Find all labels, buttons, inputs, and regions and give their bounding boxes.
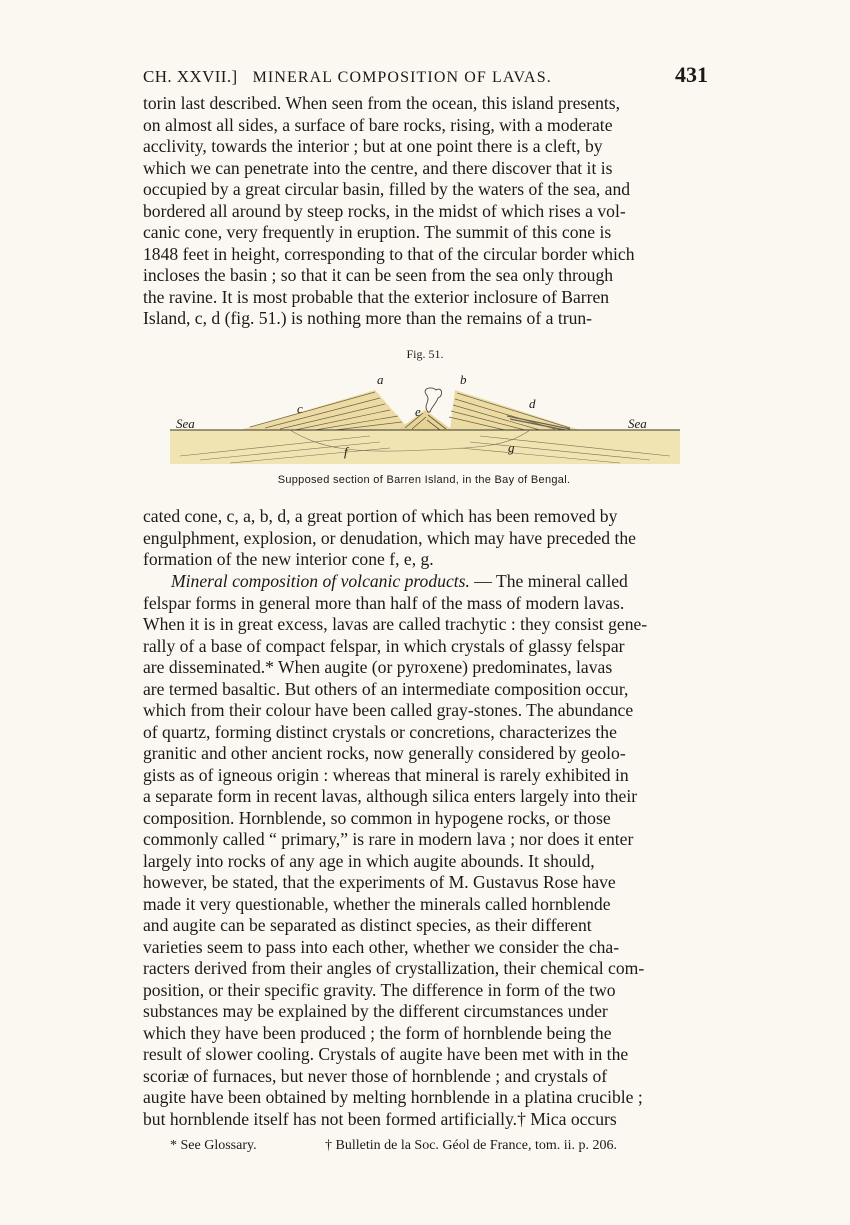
text-line xyxy=(143,571,705,593)
letter-f: f xyxy=(344,444,348,459)
text-line: which from their colour have been called gray-stones. The abundance xyxy=(143,700,634,720)
text-line: 1848 feet in height, corresponding to that of the circular border which xyxy=(143,243,635,264)
letter-g: g xyxy=(508,440,515,455)
text-line: When it is in great excess, lavas are called trachytic : they consist gene- xyxy=(143,614,648,634)
figure-barren-island-section xyxy=(170,368,680,470)
base-layer xyxy=(170,430,680,464)
text-line: which they have been produced ; the form of hornblende being the xyxy=(143,1022,612,1043)
text-line: substances may be explained by the different circumstances under xyxy=(143,1001,608,1021)
text-line: a separate form in recent lavas, although silica enters largely into their xyxy=(143,786,638,806)
text-line: felspar forms in general more than half of the mass of modern lavas. xyxy=(143,592,625,613)
text-line: position, or their specific gravity. The difference in form of the two xyxy=(143,979,616,1000)
text-line: Island, c, d (fig. 51.) is nothing more than the remains of a trun- xyxy=(143,308,593,328)
text-line: torin last described. When seen from the ocean, this island presents, xyxy=(143,93,621,113)
sea-label-right: Sea xyxy=(628,416,647,431)
running-title: MINERAL COMPOSITION OF LAVAS. xyxy=(252,69,552,86)
paragraph-3 xyxy=(143,571,705,1130)
text-line: the ravine. It is most probable that the exterior inclosure of Barren xyxy=(143,286,610,307)
text-line: composition. Hornblende, so common in hypogene rocks, or those xyxy=(143,807,611,828)
text-line: varieties seem to pass into each other, whether we consider the cha- xyxy=(143,936,620,957)
text-line: made it very questionable, whether the minerals called hornblende xyxy=(143,893,611,914)
text-line: however, be stated, that the experiments of M. Gustavus Rose have xyxy=(143,872,616,892)
footnote-bulletin: † Bulletin de la Soc. Géol de France, tom. ii. p. 206. xyxy=(325,1138,618,1153)
letter-c: c xyxy=(297,401,303,416)
text-line: bordered all around by steep rocks, in the midst of which rises a vol- xyxy=(143,200,626,221)
paragraph-2 xyxy=(143,506,705,571)
text-line: largely into rocks of any age in which augite abounds. It should, xyxy=(143,850,595,871)
text-line: are disseminated.* When augite (or pyroxene) predominates, lavas xyxy=(143,657,613,677)
text-line: on almost all sides, a surface of bare rocks, rising, with a moderate xyxy=(143,114,613,135)
text-line: commonly called “ primary,” is rare in modern lava ; nor does it enter xyxy=(143,829,634,849)
heading-continuation: — The mineral called xyxy=(469,571,628,591)
letter-d: d xyxy=(529,396,536,411)
footnote-glossary: * See Glossary. xyxy=(170,1138,257,1153)
text-line: engulphment, explosion, or denudation, which may have preceded the xyxy=(143,527,636,548)
cross-section-diagram xyxy=(170,368,680,470)
figure-caption: Supposed section of Barren Island, in the Bay of Bengal. xyxy=(277,474,571,486)
text-line: rally of a base of compact felspar, in which crystals of glassy felspar xyxy=(143,635,625,656)
sea-label-left: Sea xyxy=(176,416,195,431)
chapter-reference: CH. XXVII.] xyxy=(143,67,238,86)
text-line: cated cone, c, a, b, d, a great portion of which has been removed by xyxy=(143,506,618,526)
page-number: 431 xyxy=(675,62,708,87)
letter-a: a xyxy=(377,372,384,387)
running-header xyxy=(143,62,708,88)
text-line: augite have been obtained by melting hornblende in a platina crucible ; xyxy=(143,1087,643,1107)
text-line: of quartz, forming distinct crystals or concretions, characterizes the xyxy=(143,721,617,742)
text-line: result of slower cooling. Crystals of augite have been met with in the xyxy=(143,1044,629,1064)
text-line: racters derived from their angles of crystallization, their chemical com- xyxy=(143,958,645,978)
text-line: occupied by a great circular basin, filled by the waters of the sea, and xyxy=(143,179,631,199)
footnotes xyxy=(170,1138,710,1154)
letter-b: b xyxy=(460,372,467,387)
figure-label: Fig. 51. xyxy=(406,347,444,361)
text-line: canic cone, very frequently in eruption. The summit of this cone is xyxy=(143,222,612,242)
text-line: incloses the basin ; so that it can be seen from the sea only through xyxy=(143,265,614,285)
letter-e: e xyxy=(415,404,421,419)
text-line: scoriæ of furnaces, but never those of hornblende ; and crystals of xyxy=(143,1065,608,1086)
paragraph-1 xyxy=(143,93,705,330)
text-line: and augite can be separated as distinct species, as their different xyxy=(143,915,592,935)
text-line: but hornblende itself has not been formed artificially.† Mica occurs xyxy=(143,1108,617,1129)
text-line: gists as of igneous origin : whereas that mineral is rarely exhibited in xyxy=(143,764,629,785)
text-line: formation of the new interior cone f, e, g. xyxy=(143,549,434,569)
section-heading: Mineral composition of volcanic products. xyxy=(171,571,470,591)
eruption-plume xyxy=(425,388,442,412)
text-line: acclivity, towards the interior ; but at one point there is a cleft, by xyxy=(143,136,603,156)
text-line: granitic and other ancient rocks, now generally considered by geolo- xyxy=(143,743,626,763)
text-line: are termed basaltic. But others of an intermediate composition occur, xyxy=(143,678,629,699)
text-line: which we can penetrate into the centre, and there discover that it is xyxy=(143,157,613,178)
